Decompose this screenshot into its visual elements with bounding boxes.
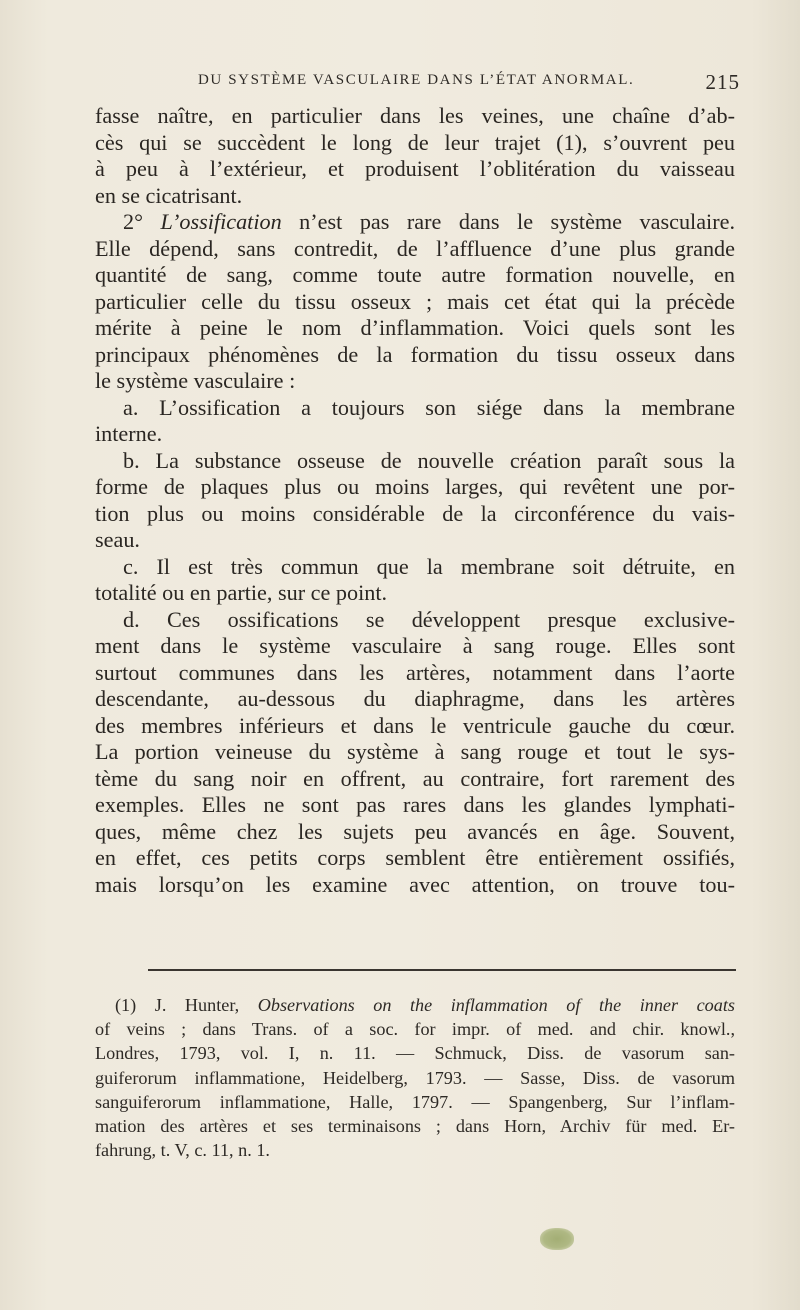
text-line-item-b: b. La substance osseuse de nouvelle création paraît sous la	[123, 447, 735, 473]
footnote-line: mation des artères et ses terminaisons ; dans Horn, Archiv für med. Er-	[95, 1116, 735, 1137]
footnote	[95, 993, 735, 1162]
text-line: forme de plaques plus ou moins larges, qui revêtent une por-	[95, 474, 735, 499]
text-line: tion plus ou moins considérable de la circonférence du vais-	[95, 500, 735, 526]
text-line: en effet, ces petits corps semblent être entièrement ossifiés,	[95, 845, 735, 870]
text-line: à peu à l’extérieur, et produisent l’oblitération du vaisseau	[95, 156, 735, 181]
text-line-item-c: c. Il est très commun que la membrane soit détruite, en	[123, 553, 735, 579]
ossification-sentence: n’est pas rare dans le système vasculaire.	[281, 209, 735, 234]
footnote-lead: (1) J. Hunter,	[115, 995, 258, 1015]
footnote-line: sanguiferorum inflammatione, Halle, 1797. — Spangenberg, Sur l’inflam-	[95, 1091, 735, 1112]
ossification-term: L’ossification	[160, 209, 282, 234]
text-line: ques, même chez les sujets peu avancés en âge. Souvent,	[95, 818, 735, 844]
section-number: 2°	[123, 209, 161, 234]
text-line-item-d: d. Ces ossifications se développent presque exclusive-	[123, 606, 735, 632]
text-line: totalité ou en partie, sur ce point.	[95, 580, 388, 605]
text-line: en se cicatrisant.	[95, 182, 243, 208]
text-line: exemples. Elles ne sont pas rares dans les glandes lymphati-	[95, 792, 735, 817]
text-line: cès qui se succèdent le long de leur trajet (1), s’ouvrent peu	[95, 129, 735, 155]
page-number: 215	[705, 70, 740, 94]
footnote-line: fahrung, t. V, c. 11, n. 1.	[95, 1140, 270, 1161]
text-line: surtout communes dans les artères, notamment dans l’aorte	[95, 659, 735, 685]
text-line: tème du sang noir en offrent, au contraire, fort rarement des	[95, 765, 735, 791]
text-line: La portion veineuse du système à sang rouge et tout le sys-	[95, 739, 735, 764]
text-line: quantité de sang, comme toute autre formation nouvelle, en	[95, 262, 735, 287]
text-line: des membres inférieurs et dans le ventricule gauche du cœur.	[95, 712, 735, 738]
running-title: DU SYSTÈME VASCULAIRE DANS L’ÉTAT ANORMAL.	[198, 72, 635, 88]
text-line: fasse naître, en particulier dans les veines, une chaîne d’ab-	[95, 103, 735, 128]
footnote-line: Londres, 1793, vol. I, n. 11. — Schmuck, Diss. de vasorum san-	[95, 1043, 735, 1064]
text-line: ment dans le système vasculaire à sang rouge. Elles sont	[95, 633, 735, 658]
text-line: seau.	[95, 527, 140, 552]
footnote-title: Observations on the inflammation of the inner coats	[257, 995, 735, 1015]
text-line-ossification	[95, 209, 735, 236]
text-line-item-a: a. L’ossification a toujours son siége dans la membrane	[123, 394, 735, 420]
text-line: mérite à peine le nom d’inflammation. Voici quels sont les	[95, 315, 735, 340]
text-line: Elle dépend, sans contredit, de l’affluence d’une plus grande	[95, 235, 735, 261]
text-line: mais lorsqu’on les examine avec attention, on trouve tou-	[95, 871, 735, 897]
text-line: principaux phénomènes de la formation du tissu osseux dans	[95, 341, 735, 367]
footnote-line: guiferorum inflammatione, Heidelberg, 1793. — Sasse, Diss. de vasorum	[95, 1067, 735, 1088]
text-line: descendante, au-dessous du diaphragme, dans les artères	[95, 686, 735, 711]
text-line: particulier celle du tissu osseux ; mais cet état qui la précède	[95, 288, 735, 314]
text-line: le système vasculaire :	[95, 368, 296, 393]
text-line: interne.	[95, 421, 163, 446]
main-text	[95, 103, 735, 898]
library-stamp-icon	[540, 1228, 574, 1250]
footnote-line	[95, 993, 735, 1017]
footnote-line: of veins ; dans Trans. of a soc. for impr. of med. and chir. knowl.,	[95, 1019, 735, 1040]
footnote-divider	[148, 969, 736, 971]
page-header	[150, 70, 740, 94]
